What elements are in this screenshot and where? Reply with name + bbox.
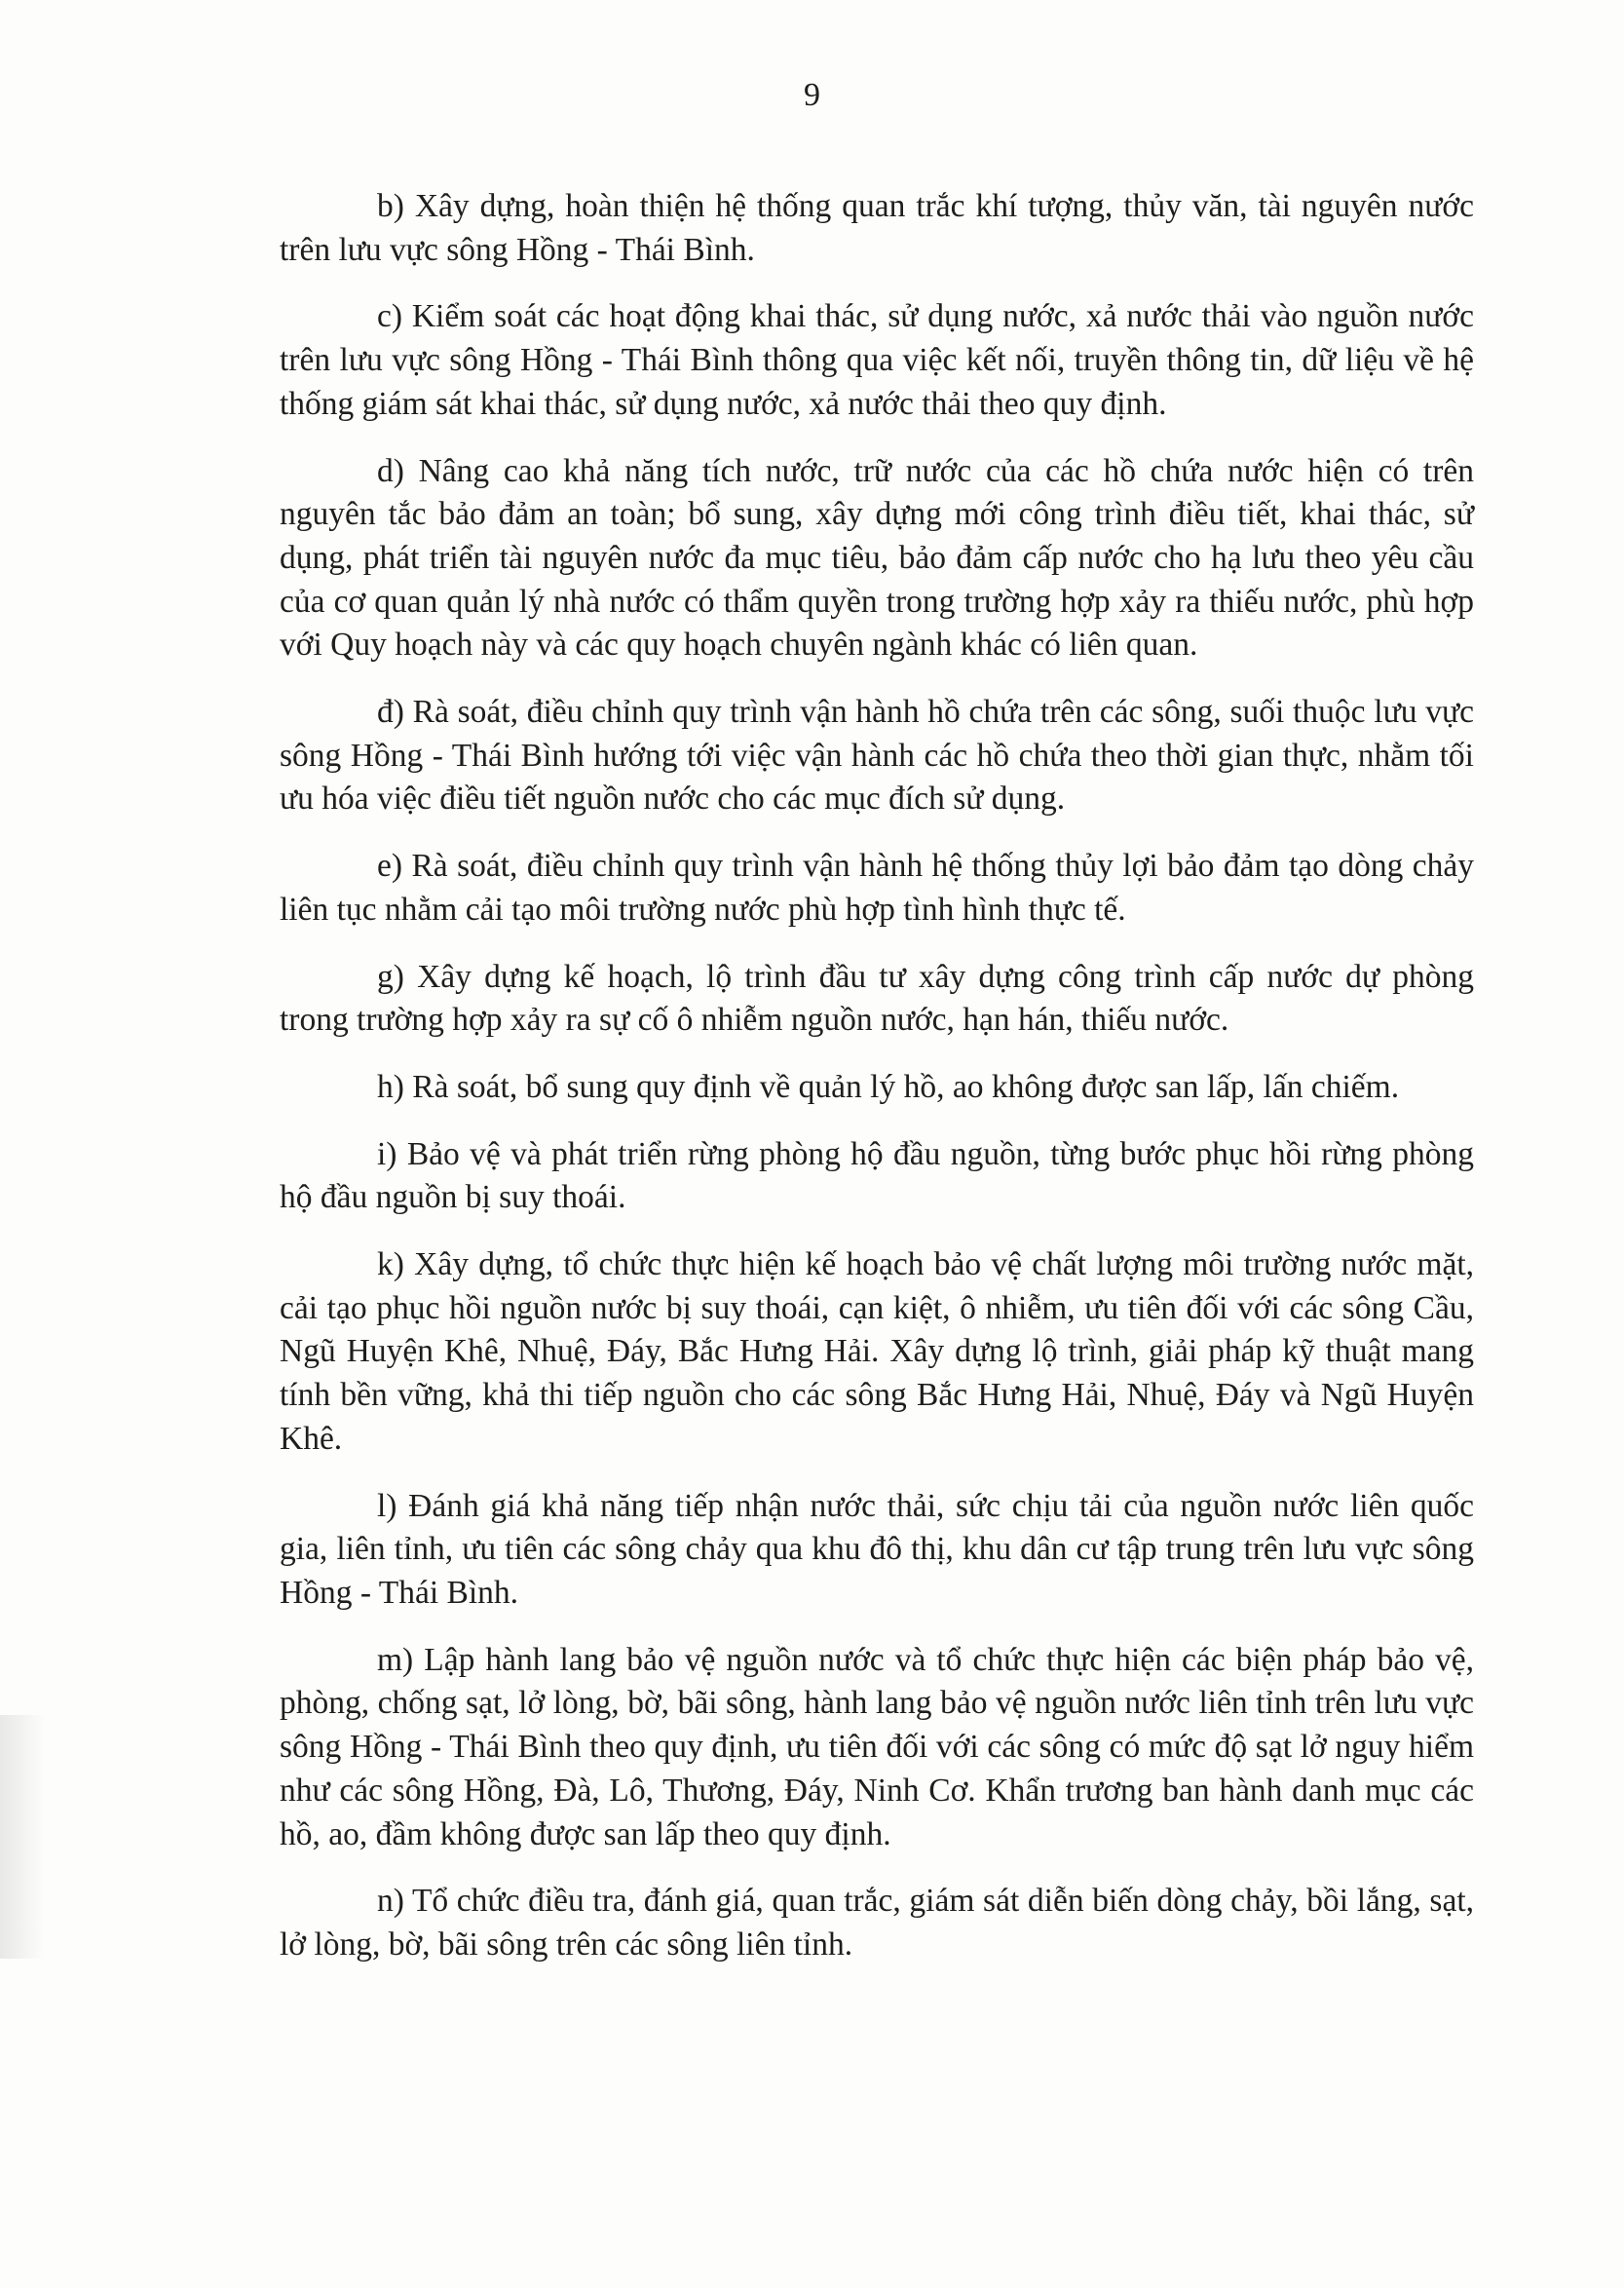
- page-number: 9: [804, 77, 820, 113]
- paragraph-i: i) Bảo vệ và phát triển rừng phòng hộ đầu nguồn, từng bước phục hồi rừng phòng hộ đầu nguồn bị suy thoái.: [280, 1135, 1474, 1216]
- paragraph-d: d) Nâng cao khả năng tích nước, trữ nước của các hồ chứa nước hiện có trên nguyên tắc bảo đảm an toàn; bổ sung, xây dựng mới công trình điều tiết, khai thác, sử dụng, phát triển tài nguyên nước đa mục tiêu, bảo đảm cấp nước cho hạ lưu theo yêu cầu của cơ quan quản lý nhà nước có thẩm quyền trong trường hợp xảy ra thiếu nước, phù hợp với Quy hoạch này và các quy hoạch chuyên ngành khác có liên quan.: [280, 452, 1474, 664]
- paragraph-g: g) Xây dựng kế hoạch, lộ trình đầu tư xây dựng công trình cấp nước dự phòng trong trường hợp xảy ra sự cố ô nhiễm nguồn nước, hạn hán, thiếu nước.: [280, 958, 1474, 1039]
- paragraph-e: e) Rà soát, điều chỉnh quy trình vận hành hệ thống thủy lợi bảo đảm tạo dòng chảy liên tục nhằm cải tạo môi trường nước phù hợp tình hình thực tế.: [280, 848, 1474, 928]
- paragraph-b: b) Xây dựng, hoàn thiện hệ thống quan trắc khí tượng, thủy văn, tài nguyên nước trên lưu vực sông Hồng - Thái Bình.: [280, 188, 1474, 268]
- scan-artifact: [0, 1715, 45, 1959]
- paragraph-m: m) Lập hành lang bảo vệ nguồn nước và tổ chức thực hiện các biện pháp bảo vệ, phòng, chống sạt, lở lòng, bờ, bãi sông, hành lang bảo vệ nguồn nước liên tỉnh trên lưu vực sông Hồng - Thái Bình theo quy định, ưu tiên đối với các sông có mức độ sạt lở nguy hiểm như các sông Hồng, Đà, Lô, Thương, Đáy, Ninh Cơ. Khẩn trương ban hành danh mục các hồ, ao, đầm không được san lấp theo quy định.: [280, 1641, 1474, 1852]
- paragraph-k: k) Xây dựng, tổ chức thực hiện kế hoạch bảo vệ chất lượng môi trường nước mặt, cải tạo phục hồi nguồn nước bị suy thoái, cạn kiệt, ô nhiễm, ưu tiên đối với các sông Cầu, Ngũ Huyện Khê, Nhuệ, Đáy, Bắc Hưng Hải. Xây dựng lộ trình, giải pháp kỹ thuật mang tính bền vững, khả thi tiếp nguồn cho các sông Bắc Hưng Hải, Nhuệ, Đáy và Ngũ Huyện Khê.: [280, 1246, 1474, 1457]
- paragraph-c: c) Kiểm soát các hoạt động khai thác, sử dụng nước, xả nước thải vào nguồn nước trên lưu vực sông Hồng - Thái Bình thông qua việc kết nối, truyền thông tin, dữ liệu về hệ thống giám sát khai thác, sử dụng nước, xả nước thải theo quy định.: [280, 298, 1474, 422]
- document-body: [280, 185, 1474, 1991]
- paragraph-n: n) Tổ chức điều tra, đánh giá, quan trắc, giám sát diễn biến dòng chảy, bồi lắng, sạt, lở lòng, bờ, bãi sông trên các sông liên tỉnh.: [280, 1883, 1474, 1963]
- paragraph-dd: đ) Rà soát, điều chỉnh quy trình vận hành hồ chứa trên các sông, suối thuộc lưu vực sông Hồng - Thái Bình hướng tới việc vận hành các hồ chứa theo thời gian thực, nhằm tối ưu hóa việc điều tiết nguồn nước cho các mục đích sử dụng.: [280, 694, 1474, 818]
- paragraph-h: h) Rà soát, bổ sung quy định về quản lý hồ, ao không được san lấp, lấn chiếm.: [377, 1068, 1400, 1105]
- paragraph-l: l) Đánh giá khả năng tiếp nhận nước thải, sức chịu tải của nguồn nước liên quốc gia, liên tỉnh, ưu tiên các sông chảy qua khu đô thị, khu dân cư tập trung trên lưu vực sông Hồng - Thái Bình.: [280, 1487, 1474, 1611]
